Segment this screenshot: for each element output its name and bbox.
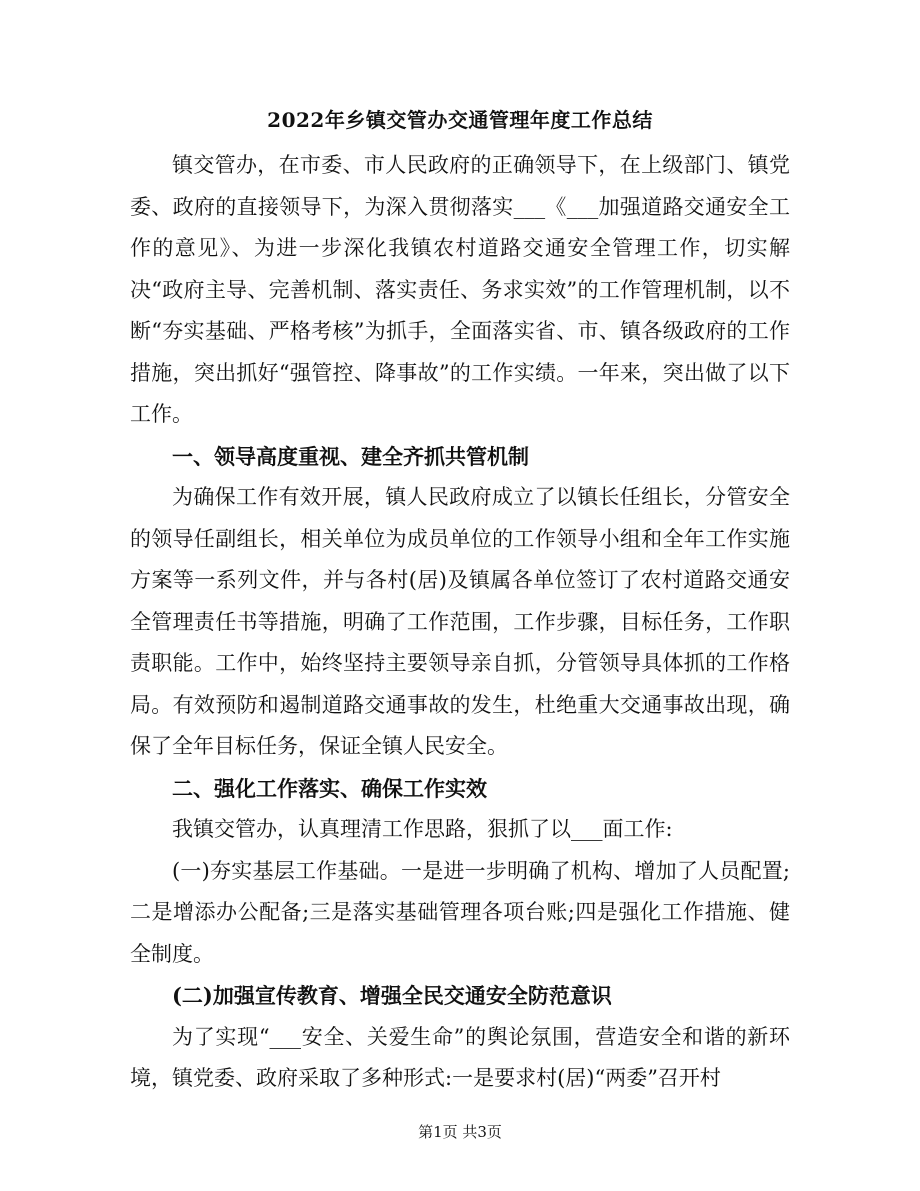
section-heading-1: 一、领导高度重视、建全齐抓共管机制 bbox=[172, 443, 529, 469]
subsection-2-paragraph: 为了实现“___安全、关爱生命”的舆论氛围，营造安全和谐的新环境，镇党委、政府采取了多种形式:一是要求村(居)“两委”召开村 bbox=[130, 1024, 790, 1090]
document-body bbox=[130, 145, 790, 1100]
section-1-paragraph: 为确保工作有效开展，镇人民政府成立了以镇长任组长，分管安全的领导任副组长，相关单位为成员单位的工作领导小组和全年工作实施方案等一系列文件，并与各村(居)及镇属各单位签订了农村道路交通安全管理责任书等措施，明确了工作范围，工作步骤，目标任务，工作职责职能。工作中，始终坚持主要领导亲自抓，分管领导具体抓的工作格局。有效预防和遏制道路交通事故的发生，杜绝重大交通事故出现，确保了全年目标任务，保证全镇人民安全。 bbox=[130, 485, 790, 758]
section-2-intro-paragraph: 我镇交管办，认真理清工作思路，狠抓了以___面工作: bbox=[172, 817, 673, 841]
section-heading-2: 二、强化工作落实、确保工作实效 bbox=[172, 775, 487, 801]
subsection-heading-2: (二)加强宣传教育、增强全民交通安全防范意识 bbox=[172, 983, 612, 1008]
page-number-footer: 第1页 共3页 bbox=[418, 1123, 502, 1141]
document-title: 2022年乡镇交管办交通管理年度工作总结 bbox=[267, 108, 653, 132]
intro-paragraph: 镇交管办，在市委、市人民政府的正确领导下，在上级部门、镇党委、政府的直接领导下，为深入贯彻落实___《___加强道路交通安全工作的意见》、为进一步深化我镇农村道路交通安全管理工作，切实解决“政府主导、完善机制、落实责任、务求实效”的工作管理机制，以不断“夯实基础、严格考核”为抓手，全面落实省、市、镇各级政府的工作措施，突出抓好“强管控、降事故”的工作实绩。一年来，突出做了以下工作。 bbox=[130, 153, 790, 426]
subsection-1-paragraph: (一)夯实基层工作基础。一是进一步明确了机构、增加了人员配置;二是增添办公配备;三是落实基础管理各项台账;四是强化工作措施、健全制度。 bbox=[130, 858, 790, 966]
